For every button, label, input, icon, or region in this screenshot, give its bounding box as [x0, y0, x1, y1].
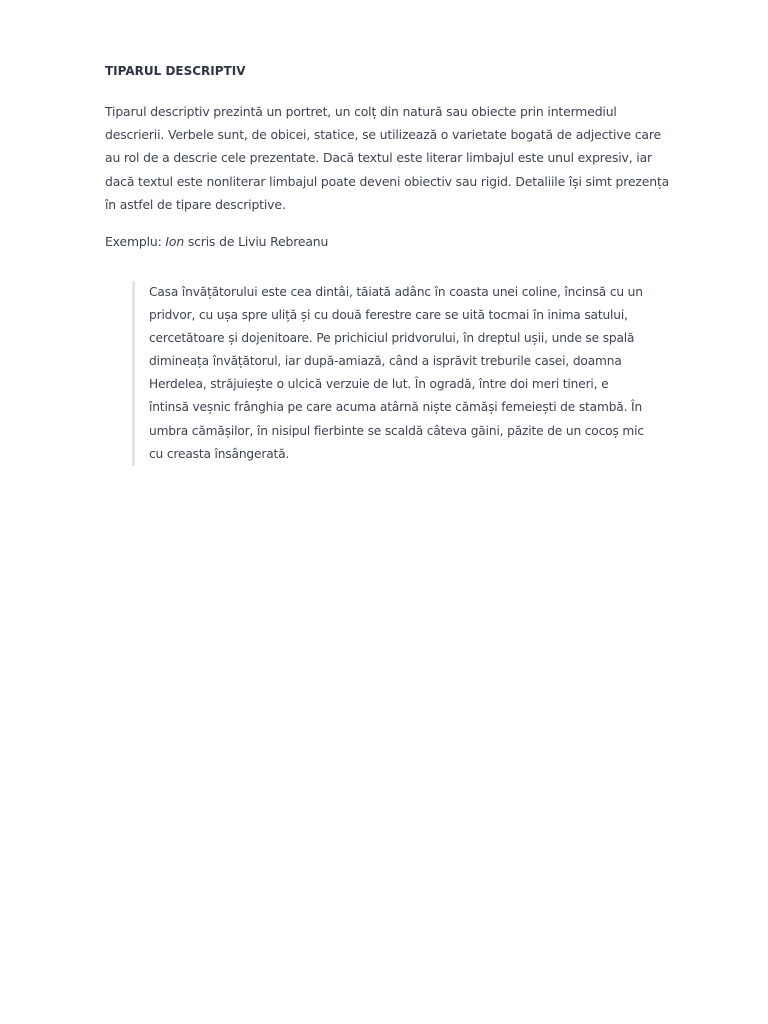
example-label: Exemplu: — [105, 234, 162, 250]
page-title: TIPARUL DESCRIPTIV — [105, 64, 246, 78]
quote-text: Casa învățătorului este cea dintâi, tăiată adânc în coasta unei coline, încinsă cu un pridvor, cu ușa spre uliță și cu două ferestre care se uită tocmai în inima satului, cercetătoare și dojenitoare. Pe prichiciul pridvorului, în dreptul ușii, unde se spală dimineața învățătorul, iar după-amiază, când a isprăvit treburile casei, doamna Herdelea, străjuiește o ulcică verzuie de lut. În ogradă, între doi meri tineri, e întinsă veșnic frânghia pe care acuma atârnă niște cămăși femeiești de stambă. În umbra cămășilor, în nisipul fierbinte se scaldă câteva găini, păzite de un cocoș mic cu creasta însângerată. — [149, 285, 644, 461]
example-line — [105, 232, 670, 252]
quote-block — [132, 281, 644, 466]
example-author: scris de Liviu Rebreanu — [187, 234, 329, 250]
document-page — [105, 64, 670, 466]
example-work-title: Ion — [165, 234, 185, 250]
intro-paragraph: Tiparul descriptiv prezintă un portret, un colț din natură sau obiecte prin intermediul descrierii. Verbele sunt, de obicei, statice, se utilizează o varietate bogată de adjective care au rol de a descrie cele prezentate. Dacă textul este literar limbajul este unul expresiv, iar dacă textul este nonliterar limbajul poate deveni obiectiv sau rigid. Detaliile își simt prezența în astfel de tipare descriptive. — [105, 104, 670, 212]
